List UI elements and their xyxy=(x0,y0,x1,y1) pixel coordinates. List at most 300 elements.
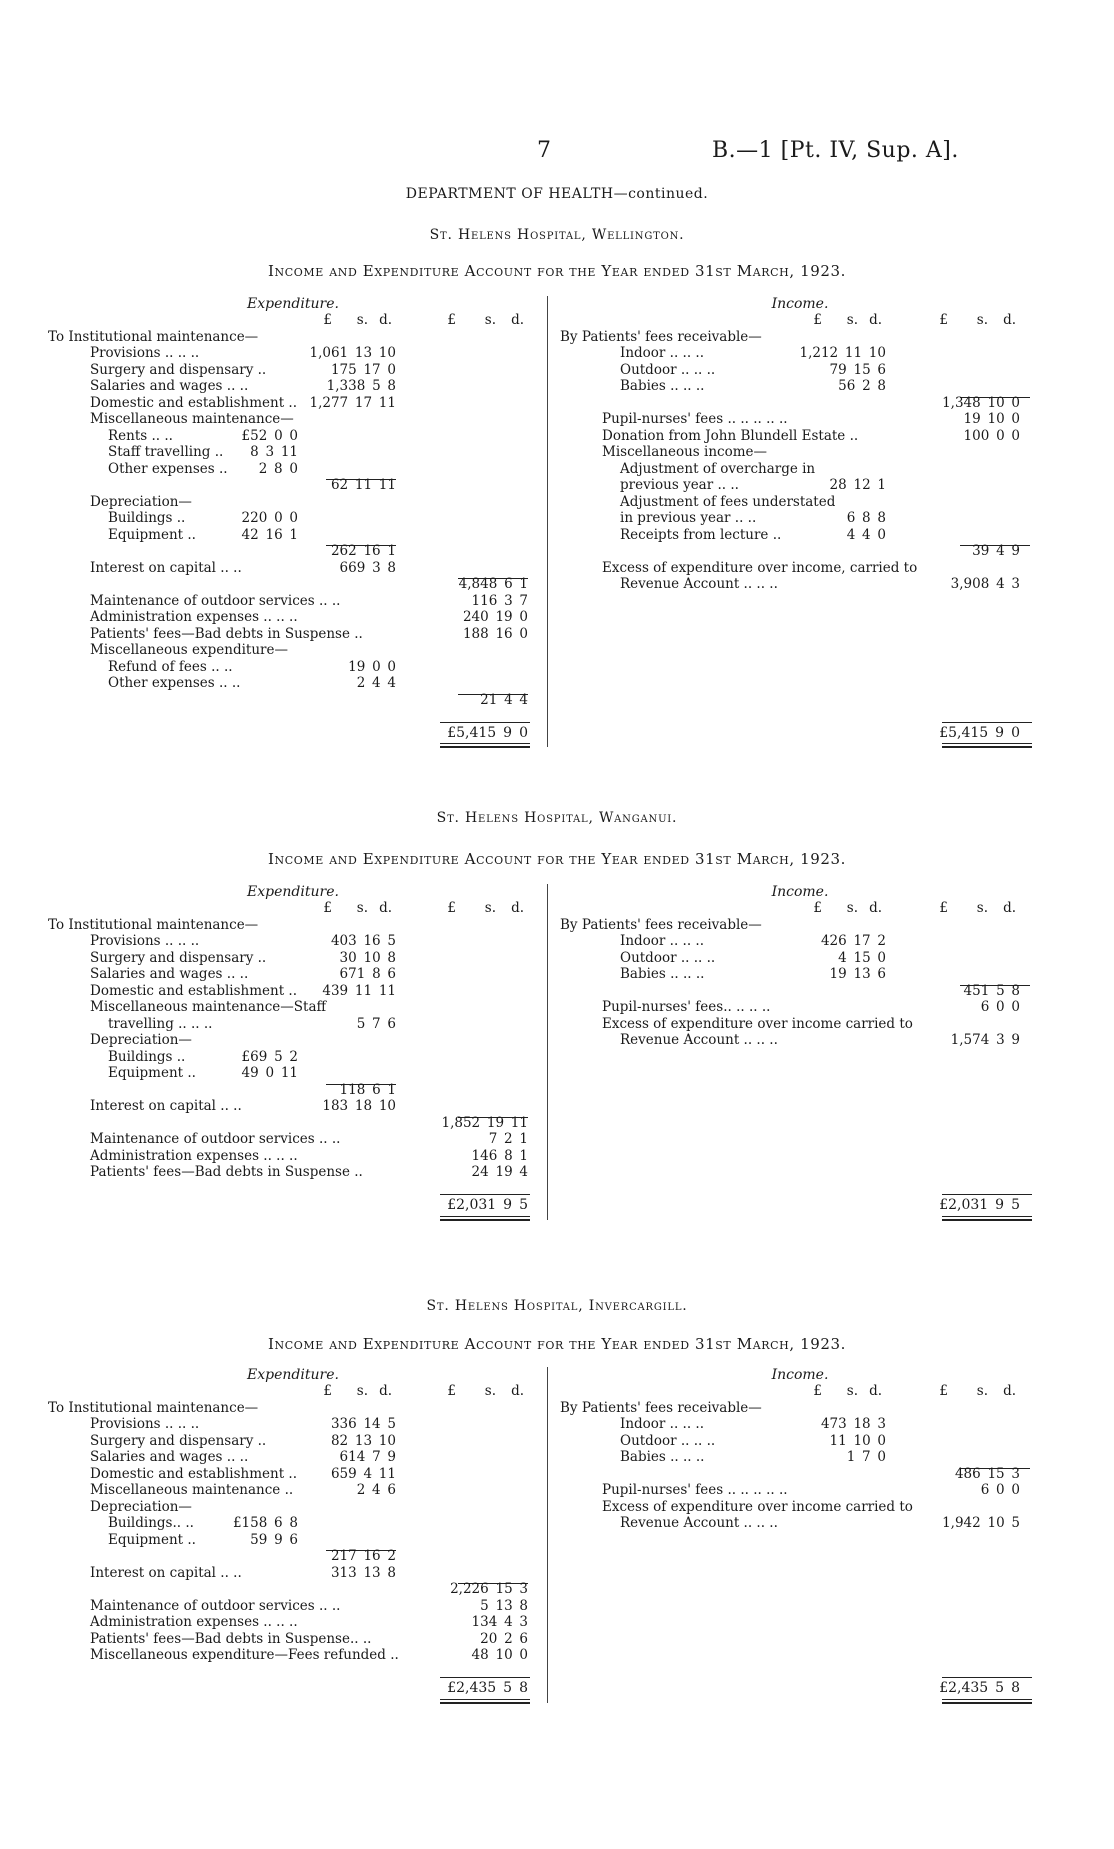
income-row xyxy=(560,543,1040,560)
expenditure-amount-c: £2,435 5 8 xyxy=(447,1680,528,1696)
expenditure-amount-c: 24 19 4 xyxy=(471,1164,528,1180)
expenditure-amount-c: 240 19 0 xyxy=(462,609,528,625)
income-row xyxy=(560,576,1040,593)
column-divider xyxy=(547,1367,548,1703)
currency-header: s. xyxy=(846,312,858,328)
income-total-rule-top xyxy=(942,1194,1032,1195)
income-amount-c: 486 15 3 xyxy=(954,1465,1020,1482)
currency-header: d. xyxy=(511,312,524,328)
expenditure-label: Patients' fees—Bad debts in Suspense.. .. xyxy=(90,1630,372,1647)
expenditure-amount-a: 59 9 6 xyxy=(250,1531,298,1548)
income-label: Pupil-nurses' fees .. .. .. .. .. xyxy=(602,411,788,427)
expenditure-label: Salaries and wages .. .. xyxy=(90,1449,249,1465)
income-row xyxy=(560,983,1040,1000)
income-label: By Patients' fees receivable— xyxy=(560,916,762,933)
income-label: Outdoor .. .. .. xyxy=(620,949,716,966)
expenditure-label: Provisions .. .. .. xyxy=(90,933,200,949)
expenditure-row xyxy=(48,1098,538,1115)
income-label: Outdoor .. .. .. xyxy=(620,1432,716,1449)
expenditure-total-rule-bottom xyxy=(440,1216,530,1221)
expenditure-label: Maintenance of outdoor services .. .. xyxy=(90,1131,341,1147)
income-row xyxy=(560,1098,1040,1115)
expenditure-row xyxy=(48,510,538,527)
income-label: in previous year .. .. xyxy=(620,510,757,526)
currency-header: s. xyxy=(976,312,988,328)
income-amount-c: 3,908 4 3 xyxy=(950,576,1020,592)
income-row xyxy=(560,1565,1040,1582)
expenditure-label: Salaries and wages .. .. xyxy=(90,378,249,394)
income-label: Indoor .. .. .. xyxy=(620,933,704,949)
expenditure-row xyxy=(48,1115,538,1132)
expenditure-amount-c: 1,852 19 11 xyxy=(441,1114,528,1131)
income-row xyxy=(560,1647,1040,1664)
expenditure-heading: Expenditure. xyxy=(247,296,339,312)
income-label: previous year .. .. xyxy=(620,477,739,493)
expenditure-row xyxy=(48,444,538,461)
income-row xyxy=(560,1449,1040,1466)
income-row xyxy=(560,1482,1040,1499)
income-row xyxy=(560,1082,1040,1099)
income-row xyxy=(560,1548,1040,1565)
currency-header: d. xyxy=(869,900,882,916)
income-row xyxy=(560,1466,1040,1483)
expenditure-row xyxy=(48,1466,538,1483)
expenditure-label: Interest on capital .. .. xyxy=(90,1564,242,1581)
expenditure-column-headers xyxy=(48,1383,538,1400)
expenditure-label: Patients' fees—Bad debts in Suspense .. xyxy=(90,625,363,642)
currency-header: s. xyxy=(484,312,496,328)
expenditure-row xyxy=(48,527,538,544)
expenditure-amount-c: £5,415 9 0 xyxy=(447,724,528,741)
income-row xyxy=(560,675,1040,692)
income-row xyxy=(560,1581,1040,1598)
expenditure-amount-c: 21 4 4 xyxy=(480,691,528,708)
currency-header: s. xyxy=(484,1383,496,1399)
income-row xyxy=(560,378,1040,395)
expenditure-total-rule-bottom xyxy=(440,743,530,748)
income-label: Babies .. .. .. xyxy=(620,966,705,982)
currency-header: s. xyxy=(976,1383,988,1399)
income-row xyxy=(560,1016,1040,1033)
currency-header: £ xyxy=(447,1383,456,1399)
income-amount-c: £2,031 9 5 xyxy=(939,1197,1020,1213)
expenditure-amount-a: £69 5 2 xyxy=(241,1048,298,1065)
income-label: Indoor .. .. .. xyxy=(620,345,704,361)
expenditure-row xyxy=(48,1499,538,1516)
expenditure-label: Buildings.. .. xyxy=(108,1515,194,1531)
currency-header: s. xyxy=(846,900,858,916)
income-row xyxy=(560,642,1040,659)
income-row xyxy=(560,1065,1040,1082)
expenditure-row xyxy=(48,1164,538,1181)
expenditure-column xyxy=(48,296,538,741)
expenditure-row xyxy=(48,1032,538,1049)
expenditure-label: Surgery and dispensary .. xyxy=(90,1432,267,1449)
expenditure-column-headers xyxy=(48,900,538,917)
expenditure-row xyxy=(48,329,538,346)
income-label: Excess of expenditure over income carried to xyxy=(602,1498,913,1515)
currency-header: s. xyxy=(356,1383,368,1399)
expenditure-amount-c: 48 10 0 xyxy=(471,1647,528,1663)
expenditure-amount-c: 5 13 8 xyxy=(480,1597,528,1614)
income-row xyxy=(560,1148,1040,1165)
income-amount-b: 79 15 6 xyxy=(829,361,886,378)
expenditure-label: Equipment .. xyxy=(108,1065,196,1081)
currency-header: d. xyxy=(379,312,392,328)
expenditure-row xyxy=(48,626,538,643)
expenditure-amount-a: 42 16 1 xyxy=(241,526,298,543)
expenditure-row xyxy=(48,576,538,593)
income-row xyxy=(560,1049,1040,1066)
expenditure-amount-b: 403 16 5 xyxy=(330,933,396,949)
expenditure-amount-a: 8 3 11 xyxy=(250,444,298,460)
income-row xyxy=(560,1131,1040,1148)
expenditure-label: Depreciation— xyxy=(90,1032,192,1048)
income-column xyxy=(560,884,1040,1214)
expenditure-amount-b: 1,061 13 10 xyxy=(309,345,396,361)
income-row xyxy=(560,428,1040,445)
currency-header: £ xyxy=(939,1383,948,1399)
expenditure-total-rule-top xyxy=(440,1194,530,1195)
income-row xyxy=(560,1598,1040,1615)
expenditure-label: Refund of fees .. .. xyxy=(108,658,233,675)
income-row xyxy=(560,1631,1040,1648)
income-amount-b: 19 13 6 xyxy=(829,966,886,982)
expenditure-column-headers xyxy=(48,312,538,329)
expenditure-row xyxy=(48,725,538,742)
income-label: Revenue Account .. .. .. xyxy=(620,1515,778,1531)
income-heading: Income. xyxy=(771,884,829,900)
expenditure-label: Equipment .. xyxy=(108,526,196,543)
expenditure-label: Provisions .. .. .. xyxy=(90,1416,200,1432)
currency-header: d. xyxy=(869,1383,882,1399)
income-row xyxy=(560,1680,1040,1697)
expenditure-amount-b: 1,277 17 11 xyxy=(309,394,396,411)
income-row xyxy=(560,1532,1040,1549)
expenditure-amount-b: 669 3 8 xyxy=(339,559,396,576)
income-label: Adjustment of fees understated xyxy=(620,493,836,510)
expenditure-row xyxy=(48,428,538,445)
expenditure-label: Patients' fees—Bad debts in Suspense .. xyxy=(90,1164,363,1180)
income-row xyxy=(560,411,1040,428)
income-row xyxy=(560,1400,1040,1417)
currency-header: £ xyxy=(323,312,332,328)
expenditure-amount-a: £52 0 0 xyxy=(241,427,298,444)
income-row xyxy=(560,725,1040,742)
income-label: Pupil-nurses' fees.. .. .. .. xyxy=(602,999,771,1015)
expenditure-row xyxy=(48,999,538,1016)
expenditure-label: Domestic and establishment .. xyxy=(90,1465,298,1482)
expenditure-amount-b: 614 7 9 xyxy=(339,1449,396,1465)
income-label: Adjustment of overcharge in xyxy=(620,460,816,477)
expenditure-label: Staff travelling .. xyxy=(108,444,224,460)
expenditure-row xyxy=(48,345,538,362)
income-amount-c: 100 0 0 xyxy=(963,427,1020,444)
income-row xyxy=(560,329,1040,346)
expenditure-label: Domestic and establishment .. xyxy=(90,982,298,999)
expenditure-heading: Expenditure. xyxy=(247,1367,339,1383)
currency-header: d. xyxy=(1003,900,1016,916)
income-label: Babies .. .. .. xyxy=(620,1449,705,1465)
income-total-rule-bottom xyxy=(942,1699,1032,1704)
income-row xyxy=(560,444,1040,461)
expenditure-row xyxy=(48,933,538,950)
income-label: Donation from John Blundell Estate .. xyxy=(602,427,859,444)
income-row xyxy=(560,692,1040,709)
expenditure-heading: Expenditure. xyxy=(247,884,339,900)
currency-header: d. xyxy=(379,1383,392,1399)
expenditure-label: Buildings .. xyxy=(108,510,186,526)
income-amount-c: £5,415 9 0 xyxy=(939,724,1020,741)
income-amount-c: 6 0 0 xyxy=(980,999,1020,1015)
income-row xyxy=(560,1197,1040,1214)
expenditure-row xyxy=(48,378,538,395)
expenditure-label: travelling .. .. .. xyxy=(108,1015,213,1032)
expenditure-amount-a: 2 8 0 xyxy=(258,460,298,477)
currency-header: £ xyxy=(323,900,332,916)
income-amount-b: 1 7 0 xyxy=(846,1449,886,1465)
expenditure-row xyxy=(48,1614,538,1631)
expenditure-row xyxy=(48,1482,538,1499)
income-row xyxy=(560,1614,1040,1631)
income-amount-c: 451 5 8 xyxy=(963,982,1020,999)
expenditure-amount-a: 220 0 0 xyxy=(241,510,298,526)
expenditure-label: To Institutional maintenance— xyxy=(48,328,259,345)
expenditure-amount-b: 82 13 10 xyxy=(330,1432,396,1449)
income-row xyxy=(560,362,1040,379)
income-row xyxy=(560,1115,1040,1132)
income-row xyxy=(560,461,1040,478)
income-row xyxy=(560,999,1040,1016)
income-column-headers xyxy=(560,900,1040,917)
expenditure-row xyxy=(48,395,538,412)
income-row xyxy=(560,510,1040,527)
account-title-wellington: Income and Expenditure Account for the Year ended 31st March, 1923. xyxy=(267,262,847,280)
expenditure-label: Miscellaneous expenditure— xyxy=(90,642,288,658)
income-amount-b: 473 18 3 xyxy=(820,1416,886,1432)
expenditure-row xyxy=(48,1515,538,1532)
currency-header: £ xyxy=(447,312,456,328)
currency-header: d. xyxy=(869,312,882,328)
expenditure-row xyxy=(48,1131,538,1148)
expenditure-row xyxy=(48,1148,538,1165)
expenditure-row xyxy=(48,642,538,659)
column-divider xyxy=(547,296,548,747)
expenditure-amount-b: 5 7 6 xyxy=(356,1015,396,1032)
expenditure-label: Surgery and dispensary .. xyxy=(90,949,267,966)
expenditure-total-rule-bottom xyxy=(440,1699,530,1704)
expenditure-amount-b: 659 4 11 xyxy=(330,1465,396,1482)
income-column-headers xyxy=(560,312,1040,329)
expenditure-row xyxy=(48,1416,538,1433)
expenditure-amount-c: 134 4 3 xyxy=(471,1614,528,1630)
income-row xyxy=(560,395,1040,412)
income-label: Pupil-nurses' fees .. .. .. .. .. xyxy=(602,1482,788,1498)
income-total-rule-top xyxy=(942,1677,1032,1678)
income-label: Revenue Account .. .. .. xyxy=(620,576,778,592)
expenditure-amount-b: 1,338 5 8 xyxy=(326,378,396,394)
expenditure-row xyxy=(48,1680,538,1697)
column-divider xyxy=(547,884,548,1220)
income-amount-b: 11 10 0 xyxy=(829,1432,886,1449)
income-row xyxy=(560,1416,1040,1433)
expenditure-amount-b: 2 4 4 xyxy=(356,675,396,691)
expenditure-label: Maintenance of outdoor services .. .. xyxy=(90,592,341,609)
expenditure-amount-b: 2 4 6 xyxy=(356,1482,396,1498)
expenditure-row xyxy=(48,1065,538,1082)
expenditure-row xyxy=(48,1400,538,1417)
expenditure-row xyxy=(48,917,538,934)
expenditure-amount-c: £2,031 9 5 xyxy=(447,1197,528,1213)
expenditure-label: Administration expenses .. .. .. xyxy=(90,609,298,625)
income-heading: Income. xyxy=(771,1367,829,1383)
expenditure-row xyxy=(48,983,538,1000)
expenditure-label: Administration expenses .. .. .. xyxy=(90,1614,298,1630)
income-heading: Income. xyxy=(771,296,829,312)
expenditure-amount-b: 30 10 8 xyxy=(339,949,396,966)
account-title-invercargill: Income and Expenditure Account for the Year ended 31st March, 1923. xyxy=(267,1335,847,1353)
expenditure-row xyxy=(48,950,538,967)
income-amount-b: 426 17 2 xyxy=(820,933,886,949)
expenditure-amount-c: 146 8 1 xyxy=(471,1147,528,1164)
expenditure-label: Miscellaneous maintenance .. xyxy=(90,1482,294,1498)
income-row xyxy=(560,1164,1040,1181)
hospital-title-invercargill: St. Helens Hospital, Invercargill. xyxy=(426,1298,688,1314)
expenditure-label: Other expenses .. .. xyxy=(108,675,241,691)
income-row xyxy=(560,1032,1040,1049)
income-amount-b: 4 15 0 xyxy=(838,949,886,966)
expenditure-amount-b: 336 14 5 xyxy=(330,1416,396,1432)
expenditure-label: Miscellaneous maintenance— xyxy=(90,411,294,427)
income-amount-b: 56 2 8 xyxy=(838,378,886,394)
income-amount-c: 6 0 0 xyxy=(980,1482,1020,1498)
income-row xyxy=(560,593,1040,610)
income-total-rule-bottom xyxy=(942,1216,1032,1221)
expenditure-row xyxy=(48,1433,538,1450)
expenditure-row xyxy=(48,1647,538,1664)
currency-header: d. xyxy=(379,900,392,916)
expenditure-label: Depreciation— xyxy=(90,1498,192,1515)
hospital-title-wellington: St. Helens Hospital, Wellington. xyxy=(429,227,685,243)
expenditure-label: Depreciation— xyxy=(90,493,192,510)
expenditure-row xyxy=(48,675,538,692)
income-row xyxy=(560,917,1040,934)
expenditure-row xyxy=(48,609,538,626)
expenditure-row xyxy=(48,543,538,560)
income-row xyxy=(560,1499,1040,1516)
expenditure-row xyxy=(48,477,538,494)
expenditure-label: Domestic and establishment .. xyxy=(90,394,298,411)
expenditure-column xyxy=(48,1367,538,1697)
department-heading: DEPARTMENT OF HEALTH—continued. xyxy=(405,186,709,202)
expenditure-label: Salaries and wages .. .. xyxy=(90,966,249,982)
currency-header: d. xyxy=(511,900,524,916)
currency-header: d. xyxy=(1003,1383,1016,1399)
account-title-wanganui: Income and Expenditure Account for the Year ended 31st March, 1923. xyxy=(267,850,847,868)
currency-header: £ xyxy=(939,312,948,328)
income-amount-b: 28 12 1 xyxy=(829,477,886,493)
income-amount-c: £2,435 5 8 xyxy=(939,1680,1020,1696)
expenditure-row xyxy=(48,1565,538,1582)
expenditure-amount-c: 20 2 6 xyxy=(480,1630,528,1647)
expenditure-row xyxy=(48,593,538,610)
expenditure-amount-b: 118 6 1 xyxy=(339,1081,396,1098)
expenditure-row xyxy=(48,461,538,478)
expenditure-label: Equipment .. xyxy=(108,1531,196,1548)
expenditure-amount-c: 4,848 6 1 xyxy=(458,576,528,592)
expenditure-label: Buildings .. xyxy=(108,1048,186,1065)
expenditure-label: To Institutional maintenance— xyxy=(48,1399,259,1416)
income-column-headers xyxy=(560,1383,1040,1400)
expenditure-label: Administration expenses .. .. .. xyxy=(90,1147,298,1164)
expenditure-amount-b: 217 16 2 xyxy=(330,1548,396,1564)
expenditure-amount-c: 2,226 15 3 xyxy=(450,1581,528,1597)
income-amount-b: 4 4 0 xyxy=(846,526,886,543)
expenditure-row xyxy=(48,494,538,511)
expenditure-row xyxy=(48,966,538,983)
expenditure-row xyxy=(48,1598,538,1615)
expenditure-label: Other expenses .. xyxy=(108,460,228,477)
income-total-rule-bottom xyxy=(942,743,1032,748)
expenditure-label: Provisions .. .. .. xyxy=(90,345,200,361)
currency-header: s. xyxy=(356,312,368,328)
expenditure-amount-b: 19 0 0 xyxy=(348,658,396,675)
expenditure-amount-b: 62 11 11 xyxy=(330,477,396,493)
expenditure-amount-b: 439 11 11 xyxy=(322,982,396,999)
income-row xyxy=(560,933,1040,950)
expenditure-amount-c: 116 3 7 xyxy=(471,592,528,609)
expenditure-amount-c: 188 16 0 xyxy=(462,625,528,642)
expenditure-label: Miscellaneous maintenance—Staff xyxy=(90,999,327,1015)
expenditure-amount-c: 7 2 1 xyxy=(488,1131,528,1147)
income-row xyxy=(560,527,1040,544)
currency-header: £ xyxy=(447,900,456,916)
income-row xyxy=(560,626,1040,643)
currency-header: d. xyxy=(1003,312,1016,328)
income-row xyxy=(560,950,1040,967)
expenditure-label: Rents .. .. xyxy=(108,427,173,444)
income-row xyxy=(560,659,1040,676)
expenditure-label: Maintenance of outdoor services .. .. xyxy=(90,1597,341,1614)
expenditure-row xyxy=(48,1016,538,1033)
currency-header: £ xyxy=(939,900,948,916)
currency-header: d. xyxy=(511,1383,524,1399)
page-number: 7 xyxy=(537,138,551,163)
currency-header: £ xyxy=(813,900,822,916)
income-label: Babies .. .. .. xyxy=(620,378,705,394)
income-column xyxy=(560,296,1040,741)
income-amount-c: 1,942 10 5 xyxy=(942,1515,1020,1531)
income-label: Receipts from lecture .. xyxy=(620,526,782,543)
expenditure-row xyxy=(48,1197,538,1214)
currency-header: s. xyxy=(356,900,368,916)
expenditure-row xyxy=(48,1581,538,1598)
income-label: By Patients' fees receivable— xyxy=(560,328,762,345)
income-row xyxy=(560,966,1040,983)
income-label: Excess of expenditure over income, carried to xyxy=(602,559,918,576)
expenditure-amount-b: 671 8 6 xyxy=(339,966,396,982)
expenditure-total-rule-top xyxy=(440,1677,530,1678)
expenditure-label: Interest on capital .. .. xyxy=(90,1098,242,1114)
expenditure-amount-b: 262 16 1 xyxy=(330,543,396,559)
income-label: Outdoor .. .. .. xyxy=(620,361,716,378)
income-row xyxy=(560,1515,1040,1532)
expenditure-row xyxy=(48,362,538,379)
expenditure-row xyxy=(48,1532,538,1549)
expenditure-row xyxy=(48,659,538,676)
income-label: Miscellaneous income— xyxy=(602,444,768,460)
income-label: Excess of expenditure over income carried to xyxy=(602,1015,913,1032)
